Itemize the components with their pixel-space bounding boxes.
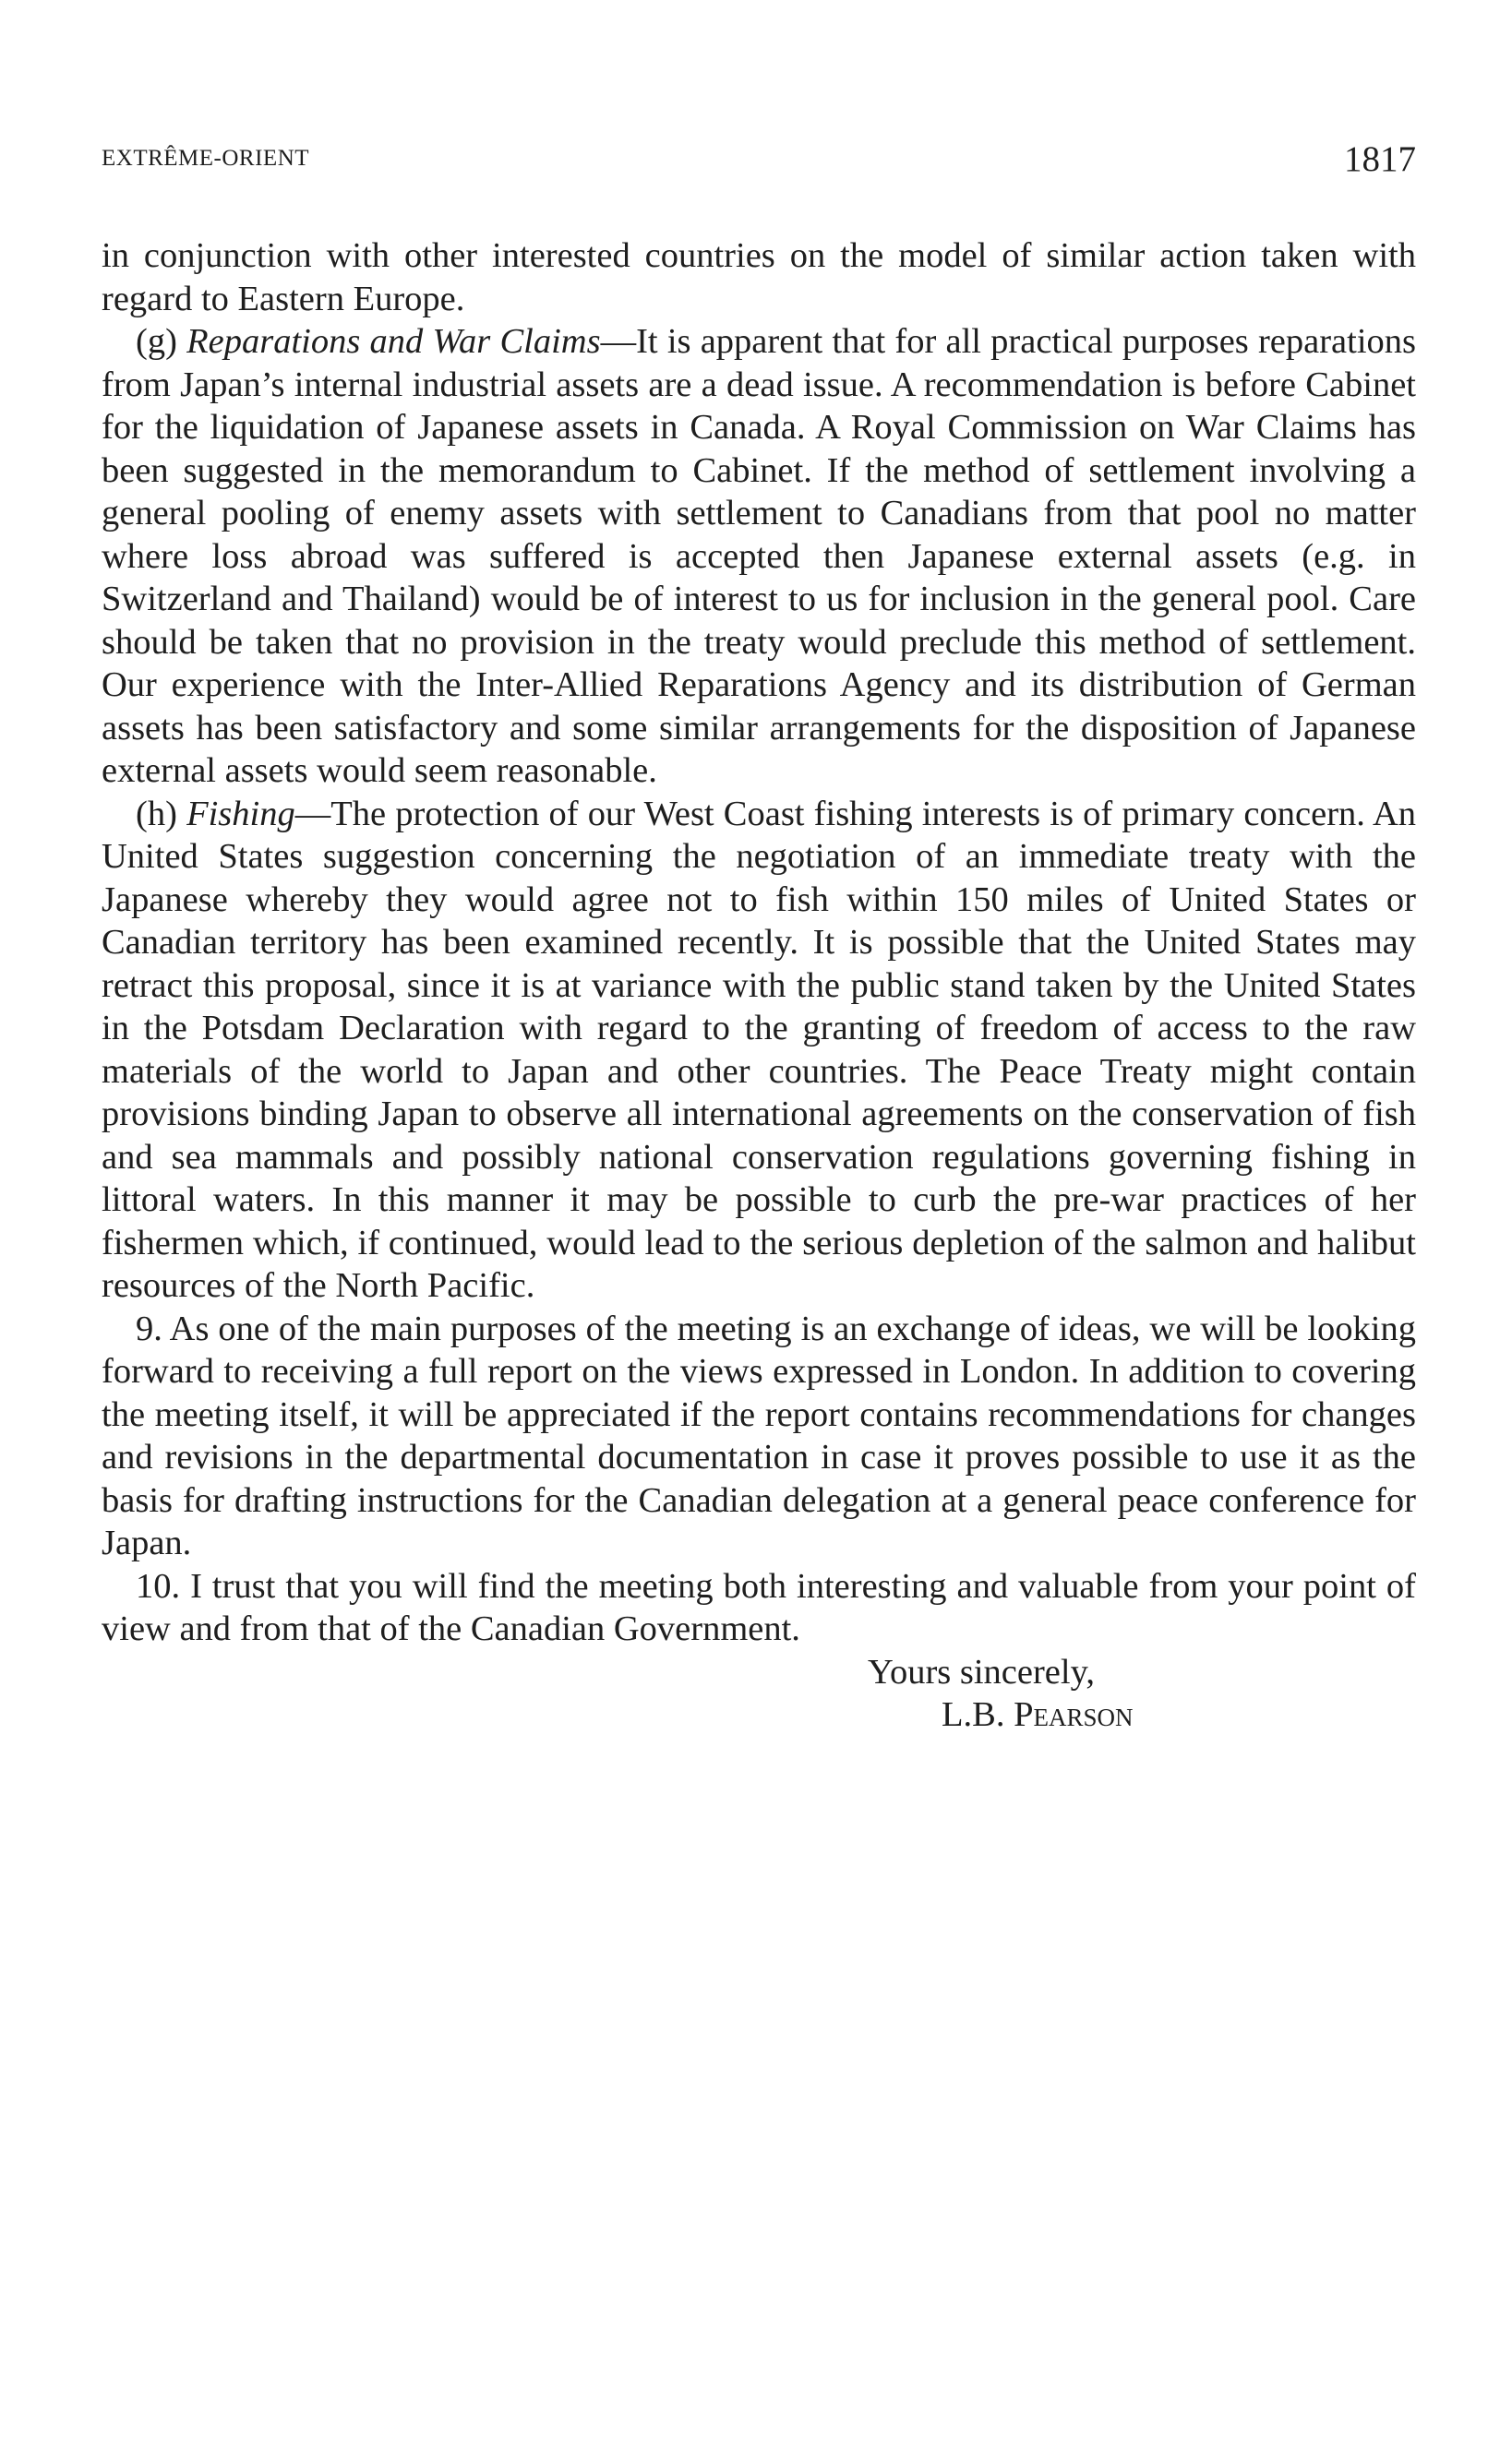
paragraph-fishing: [102, 793, 1416, 1308]
paragraph-text: —It is apparent that for all practical purposes reparations from Japan’s internal industrial assets are a dead issue. A recommendation is before Cabinet for the liquidation of Japanese assets in Canada. A Royal Commission on War Claims has been suggested in the memorandum to Cabinet. If the method of settlement involving a general pooling of enemy assets with settlement to Canadians from that pool no matter where loss abroad was suffered is accepted then Japanese external assets (e.g. in Switzerland and Thailand) would be of interest to us for inclusion in the general pool. Care should be taken that no provision in the treaty would preclude this method of settlement. Our experience with the Inter-Allied Reparations Agency and its distribution of German assets has been satisfactory and some similar arrangements for the disposition of Japanese external assets would seem reasonable.: [102, 322, 1417, 790]
paragraph-label: (h): [136, 794, 177, 833]
signature-initials: L.B.: [942, 1695, 1005, 1734]
signature-name: Pearson: [1014, 1695, 1134, 1734]
letter-body: [102, 234, 1416, 1737]
page-number: 1817: [1344, 139, 1416, 179]
page-header: [102, 138, 1416, 185]
signature: [942, 1693, 1416, 1737]
valediction: Yours sincerely,: [868, 1652, 1095, 1692]
running-head: EXTRÊME-ORIENT: [102, 146, 310, 171]
section-heading-reparations: Reparations and War Claims: [186, 322, 601, 361]
paragraph-continuation: in conjunction with other interested countries on the model of similar action taken with regard to Eastern Europe.: [102, 236, 1416, 318]
paragraph-9: 9. As one of the main purposes of the meeting is an exchange of ideas, we will be looking forward to receiving a full report on the views expressed in London. In addition to covering the meeting itself, it will be appreciated if the report contains recommendations for changes and revisions in the departmental documentation in case it proves possible to use it as the basis for drafting instructions for the Canadian delegation at a general peace conference for Japan.: [102, 1309, 1416, 1562]
paragraph-10: 10. I trust that you will find the meeting both interesting and valuable from your point of view and from that of the Canadian Government.: [102, 1566, 1416, 1648]
section-heading-fishing: Fishing: [186, 794, 295, 833]
paragraph-label: (g): [136, 322, 177, 361]
paragraph-reparations: [102, 320, 1416, 793]
paragraph-text: —The protection of our West Coast fishing interests is of primary concern. An United States suggestion concerning the negotiation of an immediate treaty with the Japanese whereby they would agree not to fish within 150 miles of United States or Canadian territory has been examined recently. It is possible that the United States may retract this proposal, since it is at variance with the public stand taken by the United States in the Potsdam Declaration with regard to the granting of freedom of access to the raw materials of the world to Japan and other countries. The Peace Treaty might contain provisions binding Japan to observe all international agreements on the conservation of fish and sea mammals and possibly national conservation regulations governing fishing in littoral waters. In this manner it may be possible to curb the pre-war practices of her fishermen which, if continued, would lead to the serious depletion of the salmon and halibut resources of the North Pacific.: [102, 794, 1417, 1305]
